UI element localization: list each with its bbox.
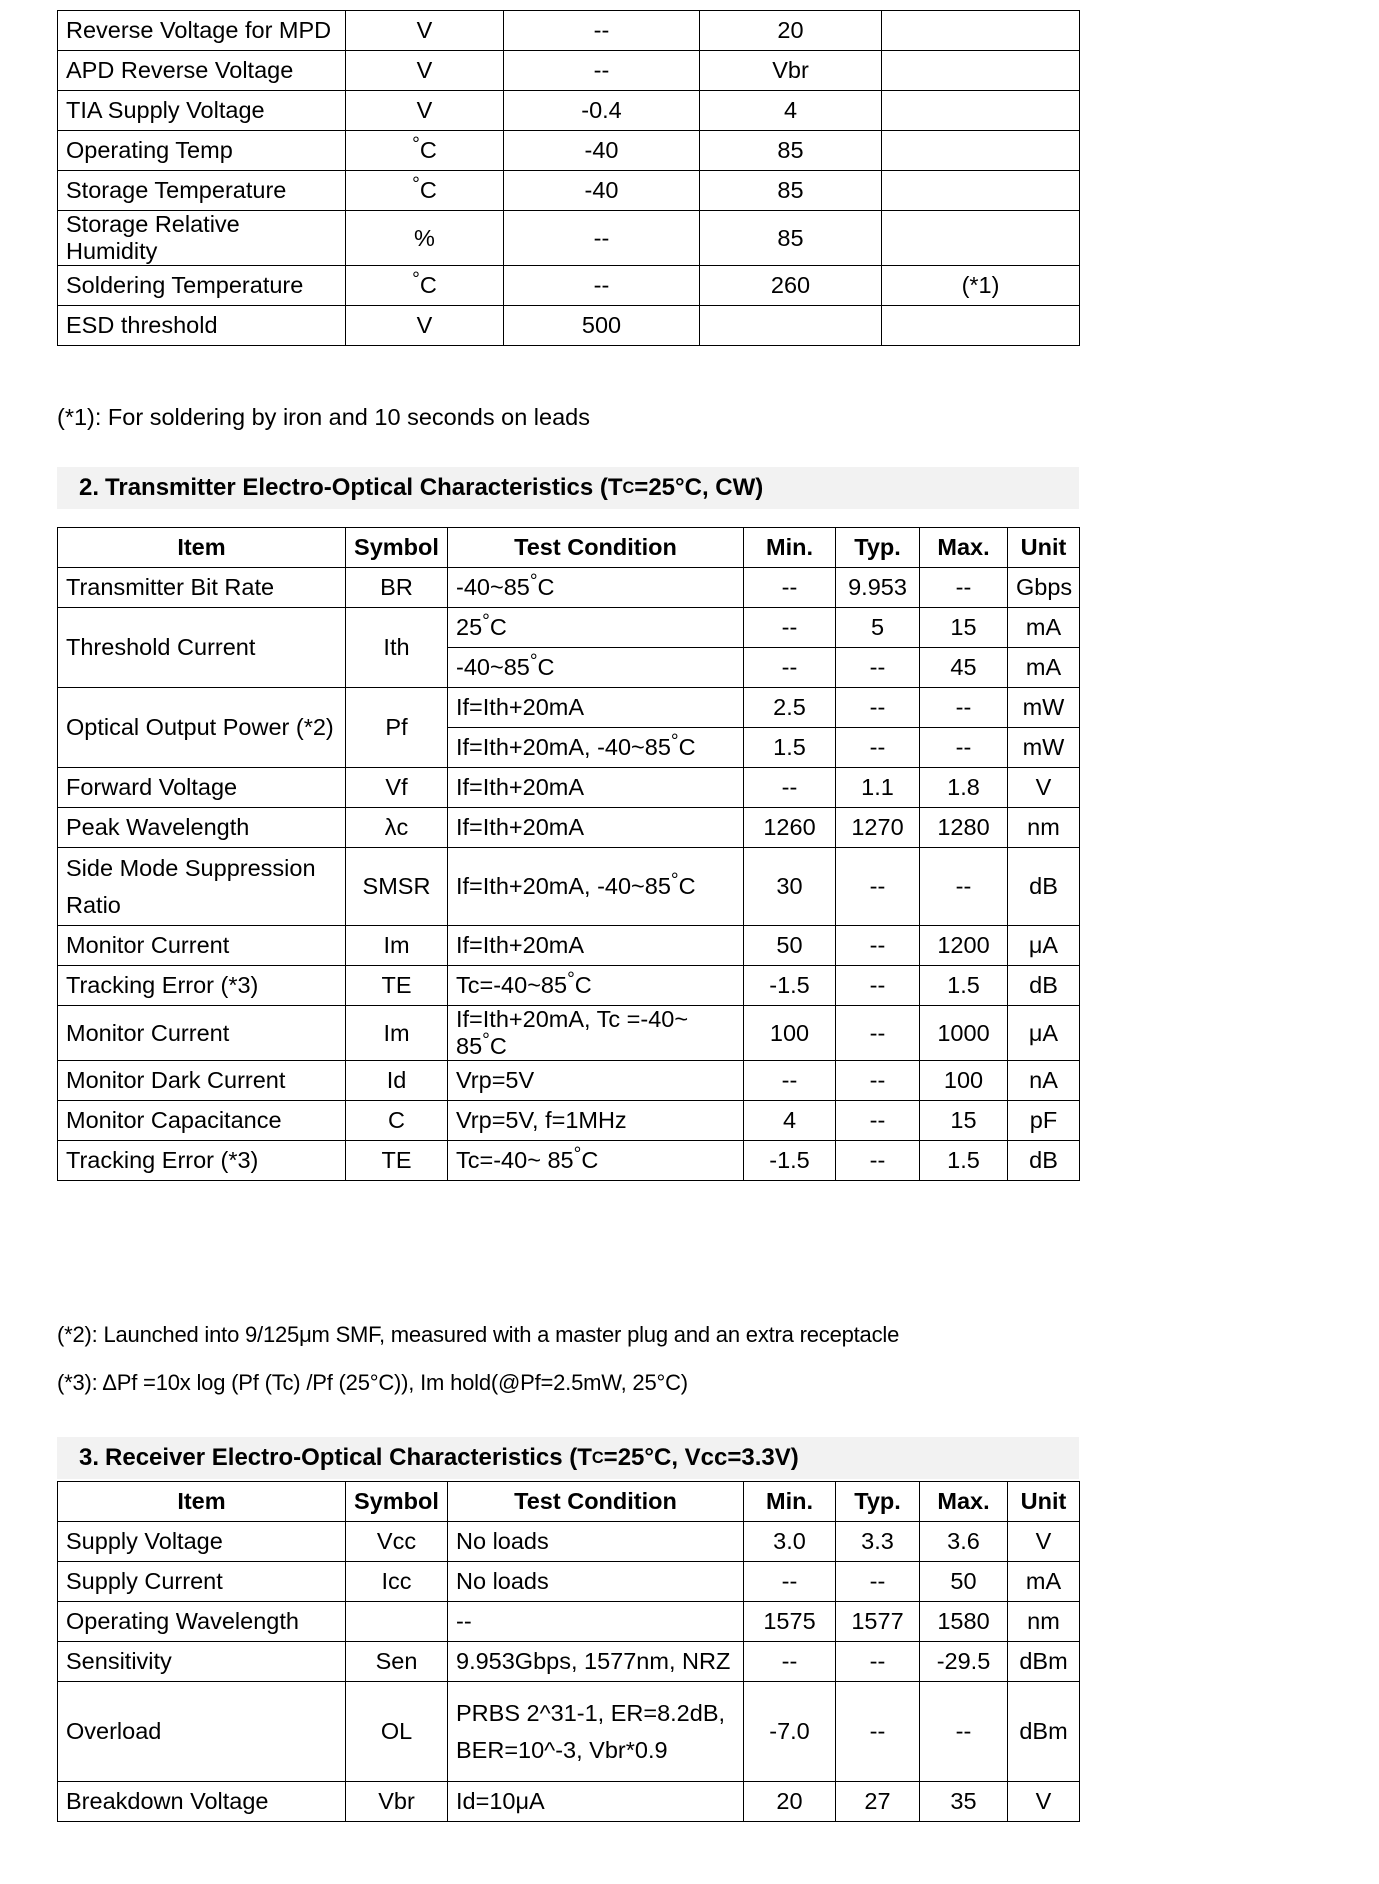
rating-unit: °C (346, 171, 504, 211)
spec-symbol: C (346, 1101, 448, 1141)
spec-symbol: BR (346, 568, 448, 608)
spec-item: Optical Output Power (*2) (58, 688, 346, 768)
transmitter-header-row (58, 528, 1080, 568)
section3-number: 3. (79, 1444, 100, 1471)
rating-item: Reverse Voltage for MPD (58, 11, 346, 51)
column-header: Typ. (836, 1482, 920, 1522)
column-header: Typ. (836, 528, 920, 568)
spec-min: 1260 (744, 808, 836, 848)
spec-item: Forward Voltage (58, 768, 346, 808)
spec-typ: 1270 (836, 808, 920, 848)
rating-note (882, 171, 1080, 211)
column-header: Min. (744, 528, 836, 568)
rating-note (882, 306, 1080, 346)
rating-item: Storage Relative Humidity (58, 211, 346, 266)
table-row (58, 131, 1080, 171)
spec-min: -- (744, 1642, 836, 1682)
rating-item: Storage Temperature (58, 171, 346, 211)
rating-item: Soldering Temperature (58, 266, 346, 306)
spec-max: 50 (920, 1562, 1008, 1602)
spec-symbol: Pf (346, 688, 448, 768)
spec-item: Breakdown Voltage (58, 1782, 346, 1822)
spec-unit: dB (1008, 848, 1080, 926)
spec-unit: mW (1008, 728, 1080, 768)
rating-min: 500 (504, 306, 700, 346)
spec-max: -- (920, 848, 1008, 926)
spec-typ: -- (836, 1682, 920, 1782)
spec-min: 2.5 (744, 688, 836, 728)
spec-min: -- (744, 608, 836, 648)
spec-max: 15 (920, 608, 1008, 648)
spec-condition: -- (448, 1602, 744, 1642)
spec-unit: dBm (1008, 1642, 1080, 1682)
transmitter-characteristics-table-wrapper (57, 527, 1079, 1181)
spec-item: Overload (58, 1682, 346, 1782)
table-row (58, 1642, 1080, 1682)
table-row (58, 808, 1080, 848)
spec-condition: No loads (448, 1562, 744, 1602)
column-header: Item (58, 528, 346, 568)
table-row (58, 768, 1080, 808)
spec-condition: -40~85°C (448, 568, 744, 608)
spec-symbol: Im (346, 1006, 448, 1061)
column-header: Max. (920, 1482, 1008, 1522)
table-row (58, 1562, 1080, 1602)
spec-condition: If=Ith+20mA, Tc =-40~ 85°C (448, 1006, 744, 1061)
column-header: Max. (920, 528, 1008, 568)
spec-max: 3.6 (920, 1522, 1008, 1562)
spec-typ: 5 (836, 608, 920, 648)
spec-typ: -- (836, 1562, 920, 1602)
spec-symbol: SMSR (346, 848, 448, 926)
table-row (58, 568, 1080, 608)
spec-min: 1.5 (744, 728, 836, 768)
spec-item: Operating Wavelength (58, 1602, 346, 1642)
spec-symbol: Id (346, 1061, 448, 1101)
spec-max: 1280 (920, 808, 1008, 848)
spec-min: -- (744, 568, 836, 608)
spec-min: 50 (744, 926, 836, 966)
rating-note (882, 211, 1080, 266)
rating-unit: V (346, 91, 504, 131)
spec-unit: mA (1008, 608, 1080, 648)
spec-item: Side Mode Suppression Ratio (58, 848, 346, 926)
table-row (58, 926, 1080, 966)
section2-title-main: Transmitter Electro-Optical Characteristics (T (105, 474, 623, 501)
spec-symbol: TE (346, 966, 448, 1006)
rating-note (882, 11, 1080, 51)
spec-unit: dB (1008, 966, 1080, 1006)
spec-max: 1.8 (920, 768, 1008, 808)
spec-max: 15 (920, 1101, 1008, 1141)
absolute-maximum-ratings-table-wrapper (57, 10, 1079, 346)
rating-note (882, 51, 1080, 91)
receiver-characteristics-table-wrapper (57, 1481, 1079, 1822)
spec-item: Peak Wavelength (58, 808, 346, 848)
spec-unit: mA (1008, 648, 1080, 688)
rating-min: -- (504, 51, 700, 91)
table-row (58, 51, 1080, 91)
spec-condition: No loads (448, 1522, 744, 1562)
spec-unit: dBm (1008, 1682, 1080, 1782)
spec-item: Threshold Current (58, 608, 346, 688)
section2-title-tail: =25°C, CW) (634, 474, 764, 501)
spec-unit: dB (1008, 1141, 1080, 1181)
column-header: Symbol (346, 528, 448, 568)
table-row (58, 966, 1080, 1006)
receiver-characteristics-table (57, 1481, 1080, 1822)
spec-item: Monitor Current (58, 1006, 346, 1061)
column-header: Symbol (346, 1482, 448, 1522)
spec-unit: V (1008, 768, 1080, 808)
spec-symbol: Vcc (346, 1522, 448, 1562)
column-header: Unit (1008, 1482, 1080, 1522)
spec-condition: -40~85°C (448, 648, 744, 688)
spec-max: 1.5 (920, 1141, 1008, 1181)
spec-max: -29.5 (920, 1642, 1008, 1682)
rating-max: 85 (700, 211, 882, 266)
spec-condition: Id=10μA (448, 1782, 744, 1822)
rating-max: Vbr (700, 51, 882, 91)
rating-item: ESD threshold (58, 306, 346, 346)
rating-min: -40 (504, 171, 700, 211)
table-row (58, 1522, 1080, 1562)
spec-typ: 27 (836, 1782, 920, 1822)
rating-unit: °C (346, 266, 504, 306)
spec-min: -- (744, 648, 836, 688)
spec-condition: If=Ith+20mA (448, 768, 744, 808)
spec-min: -- (744, 1061, 836, 1101)
spec-item: Tracking Error (*3) (58, 966, 346, 1006)
spec-min: 20 (744, 1782, 836, 1822)
spec-typ: 9.953 (836, 568, 920, 608)
spec-max: -- (920, 568, 1008, 608)
section3-title-sub: C (591, 1448, 604, 1467)
rating-max: 4 (700, 91, 882, 131)
rating-min: -- (504, 266, 700, 306)
section2-title-sub: C (622, 478, 635, 497)
rating-max: 85 (700, 171, 882, 211)
spec-max: 45 (920, 648, 1008, 688)
section3-banner (57, 1437, 1079, 1479)
spec-typ: -- (836, 648, 920, 688)
table-row (58, 211, 1080, 266)
section3-title-main: Receiver Electro-Optical Characteristics (T (105, 1444, 592, 1471)
rating-max: 85 (700, 131, 882, 171)
table-row (58, 1602, 1080, 1642)
spec-symbol: OL (346, 1682, 448, 1782)
spec-condition: Tc=-40~85°C (448, 966, 744, 1006)
transmitter-footnote-2: (*2): Launched into 9/125μm SMF, measured with a master plug and an extra receptacle (57, 1322, 900, 1347)
column-header: Min. (744, 1482, 836, 1522)
rating-min: -- (504, 211, 700, 266)
table-row (58, 306, 1080, 346)
rating-unit: V (346, 306, 504, 346)
spec-condition: PRBS 2^31-1, ER=8.2dB, BER=10^-3, Vbr*0.9 (448, 1682, 744, 1782)
spec-item: Monitor Dark Current (58, 1061, 346, 1101)
spec-unit: mW (1008, 688, 1080, 728)
table-row (58, 1061, 1080, 1101)
spec-item: Transmitter Bit Rate (58, 568, 346, 608)
table1-top-clipped-border (57, 0, 1079, 5)
table-row (58, 11, 1080, 51)
rating-item: Operating Temp (58, 131, 346, 171)
spec-min: 30 (744, 848, 836, 926)
table-row (58, 688, 1080, 728)
rating-unit: V (346, 11, 504, 51)
spec-min: -- (744, 768, 836, 808)
spec-unit: nm (1008, 1602, 1080, 1642)
column-header: Test Condition (448, 1482, 744, 1522)
spec-unit: Gbps (1008, 568, 1080, 608)
spec-unit: μA (1008, 1006, 1080, 1061)
spec-condition: Tc=-40~ 85°C (448, 1141, 744, 1181)
spec-max: 1580 (920, 1602, 1008, 1642)
spec-typ: 3.3 (836, 1522, 920, 1562)
spec-unit: μA (1008, 926, 1080, 966)
spec-unit: nA (1008, 1061, 1080, 1101)
rating-unit: % (346, 211, 504, 266)
spec-unit: nm (1008, 808, 1080, 848)
spec-symbol: TE (346, 1141, 448, 1181)
spec-typ: -- (836, 688, 920, 728)
column-header: Test Condition (448, 528, 744, 568)
spec-condition: If=Ith+20mA (448, 688, 744, 728)
table-row (58, 848, 1080, 926)
spec-max: 100 (920, 1061, 1008, 1101)
table-row (58, 1141, 1080, 1181)
spec-typ: 1577 (836, 1602, 920, 1642)
receiver-header-row (58, 1482, 1080, 1522)
table-row (58, 1006, 1080, 1061)
spec-condition: Vrp=5V (448, 1061, 744, 1101)
table1-footnote: (*1): For soldering by iron and 10 seconds on leads (57, 404, 590, 430)
spec-max: -- (920, 1682, 1008, 1782)
spec-typ: -- (836, 1141, 920, 1181)
spec-item: Supply Voltage (58, 1522, 346, 1562)
rating-note: (*1) (882, 266, 1080, 306)
spec-condition: If=Ith+20mA, -40~85°C (448, 848, 744, 926)
section2-banner (57, 467, 1079, 509)
spec-condition: If=Ith+20mA, -40~85°C (448, 728, 744, 768)
spec-symbol: Icc (346, 1562, 448, 1602)
rating-max: 20 (700, 11, 882, 51)
spec-max: -- (920, 688, 1008, 728)
rating-note (882, 131, 1080, 171)
spec-typ: -- (836, 1642, 920, 1682)
transmitter-footnote-3: (*3): ΔPf =10x log (Pf (Tc) /Pf (25°C)), Im hold(@Pf=2.5mW, 25°C) (57, 1370, 688, 1395)
absolute-maximum-ratings-table (57, 10, 1080, 346)
spec-min: -1.5 (744, 966, 836, 1006)
spec-typ: -- (836, 926, 920, 966)
spec-typ: -- (836, 1006, 920, 1061)
spec-symbol: Vf (346, 768, 448, 808)
spec-min: 3.0 (744, 1522, 836, 1562)
spec-min: 4 (744, 1101, 836, 1141)
section3-title-tail: =25°C, Vcc=3.3V) (603, 1444, 799, 1471)
table-row (58, 1682, 1080, 1782)
spec-symbol: Im (346, 926, 448, 966)
spec-unit: V (1008, 1782, 1080, 1822)
spec-min: 1575 (744, 1602, 836, 1642)
spec-item: Monitor Current (58, 926, 346, 966)
spec-max: 35 (920, 1782, 1008, 1822)
rating-max (700, 306, 882, 346)
spec-typ: -- (836, 1061, 920, 1101)
spec-item: Tracking Error (*3) (58, 1141, 346, 1181)
table-row (58, 1101, 1080, 1141)
spec-item: Sensitivity (58, 1642, 346, 1682)
spec-max: -- (920, 728, 1008, 768)
rating-item: APD Reverse Voltage (58, 51, 346, 91)
section2-number: 2. (79, 474, 100, 501)
spec-condition: 9.953Gbps, 1577nm, NRZ (448, 1642, 744, 1682)
spec-symbol: Ith (346, 608, 448, 688)
spec-condition: If=Ith+20mA (448, 808, 744, 848)
spec-condition: 25°C (448, 608, 744, 648)
spec-typ: -- (836, 728, 920, 768)
rating-max: 260 (700, 266, 882, 306)
spec-unit: mA (1008, 1562, 1080, 1602)
transmitter-characteristics-table (57, 527, 1080, 1181)
spec-unit: pF (1008, 1101, 1080, 1141)
spec-symbol: λc (346, 808, 448, 848)
table-row (58, 171, 1080, 211)
spec-symbol: Sen (346, 1642, 448, 1682)
spec-condition: If=Ith+20mA (448, 926, 744, 966)
spec-max: 1200 (920, 926, 1008, 966)
rating-unit: V (346, 51, 504, 91)
spec-item: Supply Current (58, 1562, 346, 1602)
spec-max: 1000 (920, 1006, 1008, 1061)
spec-min: -- (744, 1562, 836, 1602)
rating-note (882, 91, 1080, 131)
column-header: Item (58, 1482, 346, 1522)
rating-min: -40 (504, 131, 700, 171)
column-header: Unit (1008, 528, 1080, 568)
spec-condition: Vrp=5V, f=1MHz (448, 1101, 744, 1141)
spec-typ: -- (836, 1101, 920, 1141)
spec-item: Monitor Capacitance (58, 1101, 346, 1141)
rating-item: TIA Supply Voltage (58, 91, 346, 131)
rating-unit: °C (346, 131, 504, 171)
spec-symbol (346, 1602, 448, 1642)
rating-min: -- (504, 11, 700, 51)
spec-symbol: Vbr (346, 1782, 448, 1822)
spec-typ: -- (836, 966, 920, 1006)
spec-min: -1.5 (744, 1141, 836, 1181)
spec-min: -7.0 (744, 1682, 836, 1782)
table-row (58, 1782, 1080, 1822)
table-row (58, 266, 1080, 306)
spec-typ: -- (836, 848, 920, 926)
spec-typ: 1.1 (836, 768, 920, 808)
spec-max: 1.5 (920, 966, 1008, 1006)
rating-min: -0.4 (504, 91, 700, 131)
spec-unit: V (1008, 1522, 1080, 1562)
table-row (58, 608, 1080, 648)
spec-min: 100 (744, 1006, 836, 1061)
table-row (58, 91, 1080, 131)
